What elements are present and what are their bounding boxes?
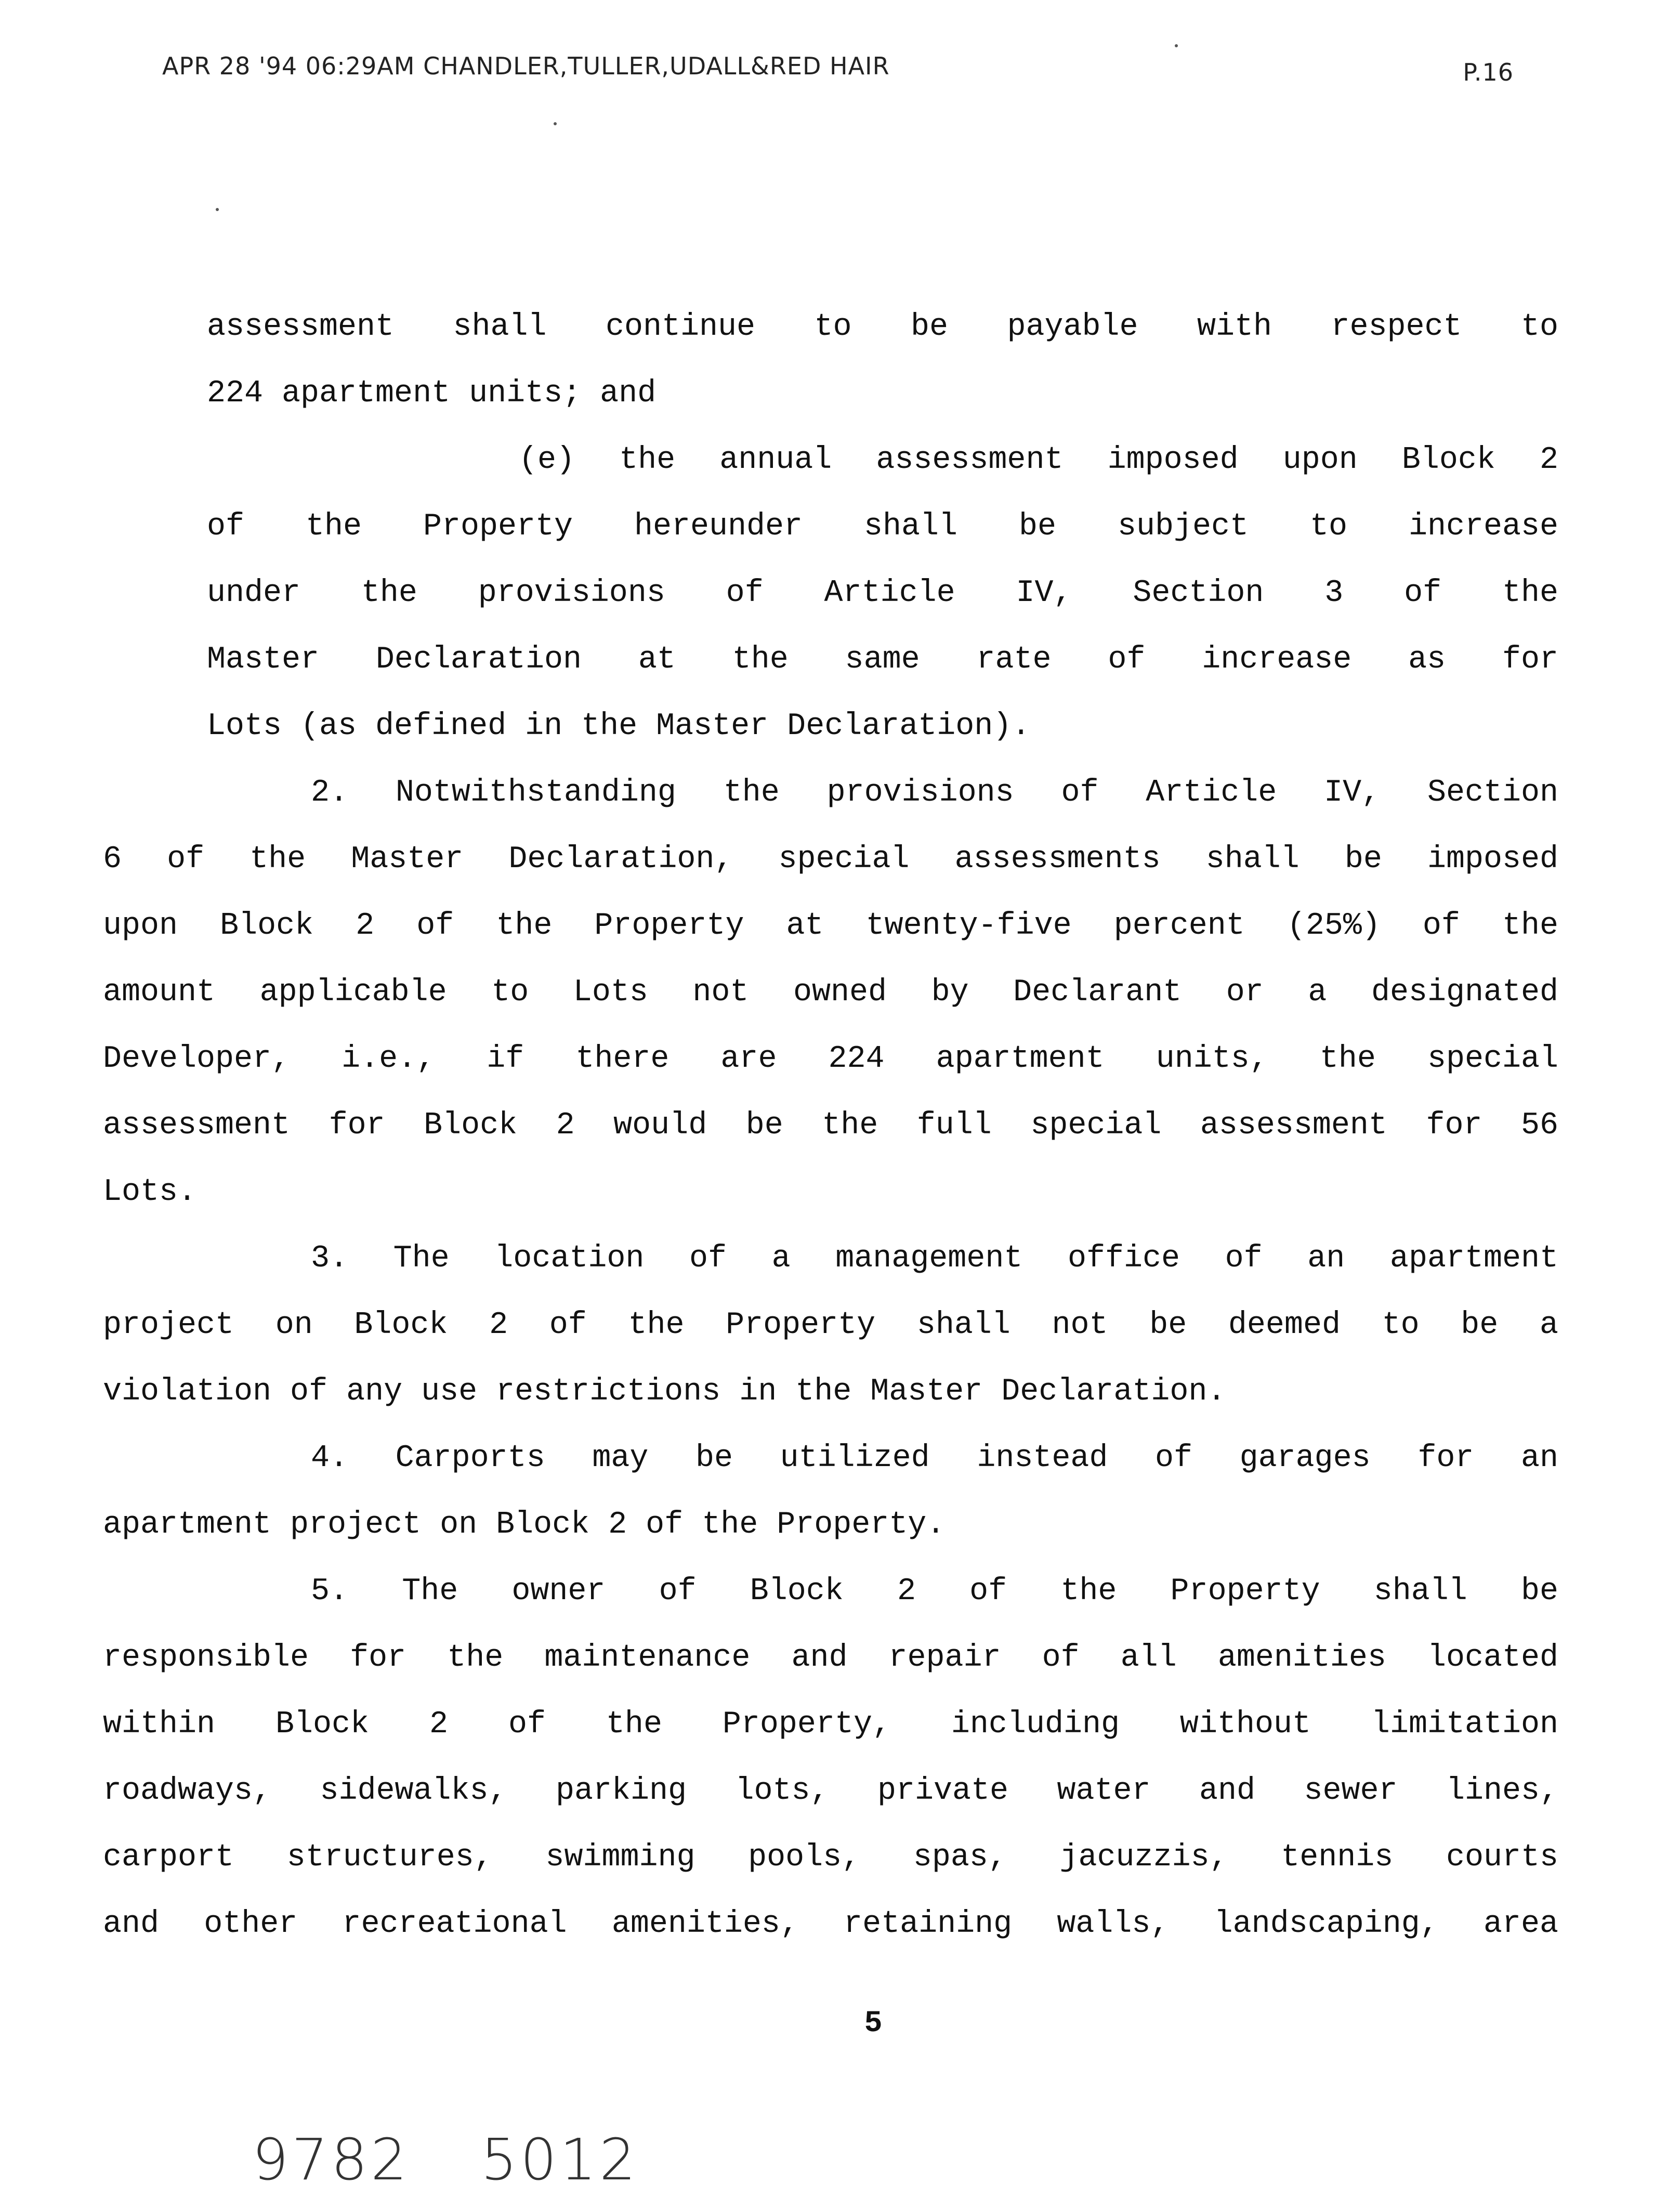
body-line: and other recreational amenities, retaining walls, landscaping, area	[103, 1906, 1558, 1942]
body-line: amount applicable to Lots not owned by Declarant or a designated	[103, 975, 1558, 1010]
body-line: Lots (as defined in the Master Declaration).	[207, 709, 1031, 744]
body-line: carport structures, swimming pools, spas, jacuzzis, tennis courts	[103, 1840, 1558, 1875]
body-line: Master Declaration at the same rate of increase as for	[207, 642, 1558, 677]
page-number: 5	[864, 2007, 883, 2041]
scan-speck	[554, 122, 557, 125]
document-body	[103, 294, 1558, 1957]
recording-stamp-page: 5012	[481, 2126, 639, 2193]
body-line: Lots.	[103, 1174, 197, 1210]
body-line: apartment project on Block 2 of the Property.	[103, 1507, 946, 1543]
body-line: 3. The location of a management office of an apartment	[311, 1241, 1558, 1276]
body-line: within Block 2 of the Property, including without limitation	[103, 1707, 1558, 1742]
body-line: 224 apartment units; and	[207, 376, 657, 411]
body-line: roadways, sidewalks, parking lots, private water and sewer lines,	[103, 1773, 1558, 1809]
body-line: assessment for Block 2 would be the full special assessment for 56	[103, 1108, 1558, 1143]
fax-header-sender: APR 28 '94 06:29AM CHANDLER,TULLER,UDALL&RED HAIR	[162, 52, 890, 80]
body-line: 5. The owner of Block 2 of the Property shall be	[311, 1574, 1558, 1609]
body-line: responsible for the maintenance and repair of all amenities located	[103, 1640, 1558, 1676]
body-line: 6 of the Master Declaration, special assessments shall be imposed	[103, 842, 1558, 877]
body-line: violation of any use restrictions in the Master Declaration.	[103, 1374, 1226, 1409]
body-line: upon Block 2 of the Property at twenty-five percent (25%) of the	[103, 908, 1558, 944]
body-line: (e) the annual assessment imposed upon Block 2	[519, 442, 1558, 478]
scan-speck	[1175, 44, 1178, 47]
body-line: Developer, i.e., if there are 224 apartment units, the special	[103, 1041, 1558, 1077]
body-line: 4. Carports may be utilized instead of garages for an	[311, 1441, 1558, 1476]
body-line: project on Block 2 of the Property shall not be deemed to be a	[103, 1308, 1558, 1343]
scan-speck	[216, 208, 219, 211]
body-line: assessment shall continue to be payable with respect to	[207, 309, 1558, 345]
fax-header-page: P.16	[1463, 58, 1514, 86]
fax-header	[162, 52, 1514, 88]
body-line: under the provisions of Article IV, Section 3 of the	[207, 576, 1558, 611]
body-line: of the Property hereunder shall be subject to increase	[207, 509, 1558, 544]
body-line: 2. Notwithstanding the provisions of Article IV, Section	[311, 775, 1558, 811]
recording-stamp-book: 9782	[252, 2126, 410, 2193]
